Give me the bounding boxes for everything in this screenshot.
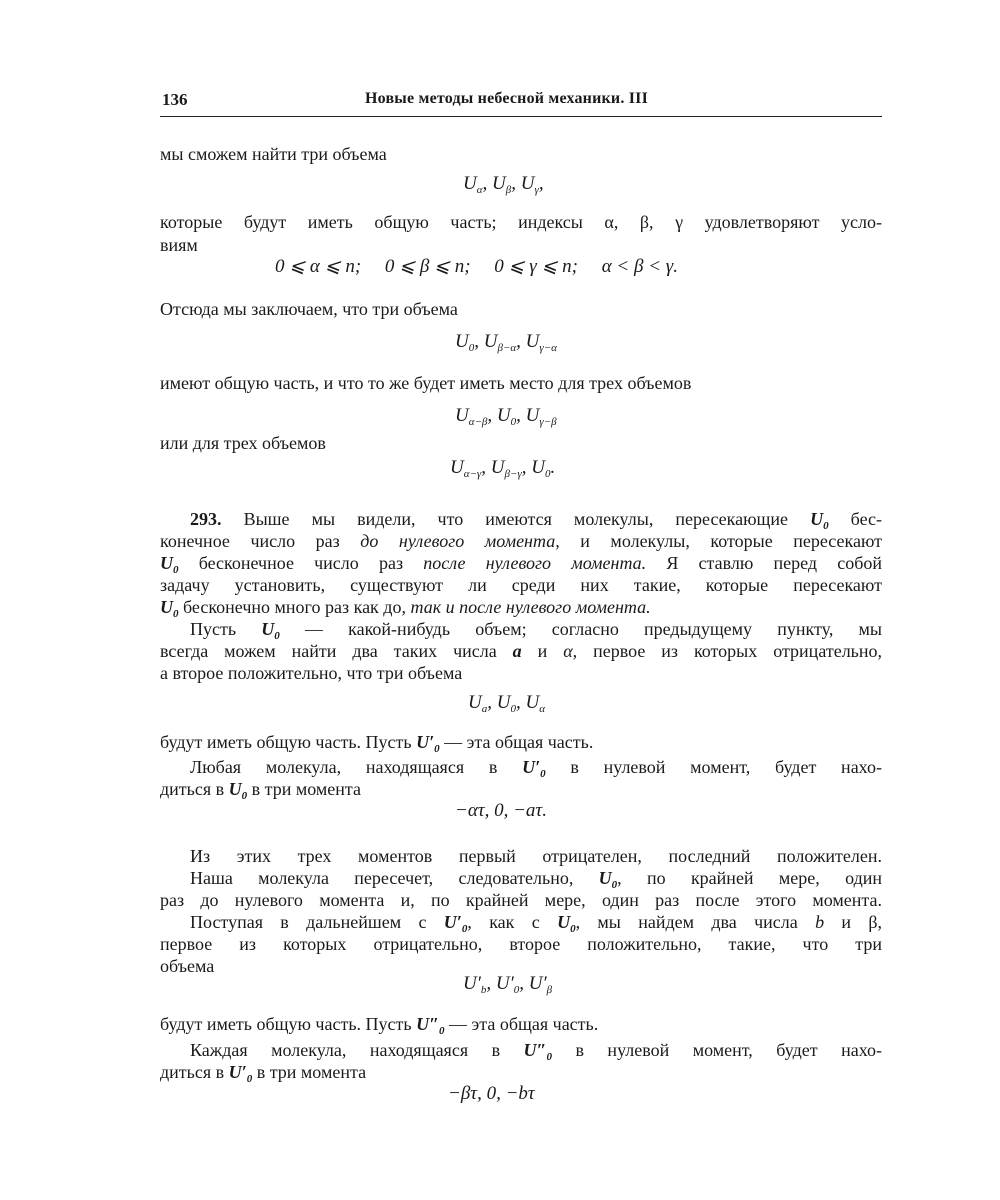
text-line: всегда можем найти два таких числа a и α, первое из которых отрицательно, [160, 641, 883, 661]
text-line: первое из которых отрицательно, второе положительно, такие, что три [160, 934, 882, 954]
text-line: будут иметь общую часть. Пусть $U''_0$ — эта общая часть. [160, 1014, 599, 1037]
formula-u-alpha-beta: $U_{\alpha-\beta}$, $U_0$, $U_{\gamma-\beta}$ [455, 405, 557, 428]
text-line: мы сможем найти три объема [160, 144, 387, 164]
text-line: раз до нулевого момента и, по крайней мере, один раз после этого момента. [160, 890, 882, 910]
text-line: $U_0$ бесконечное число раз после нулевого момента. Я ставлю перед собой [160, 553, 882, 576]
formula-u-alpha-gamma: $U_{\alpha-\gamma}$, $U_{\beta-\gamma}$, $U_0$. [450, 457, 556, 480]
text-line: Пусть $U_0$ — какой-нибудь объем; согласно предыдущему пункту, мы [190, 619, 883, 642]
text-line: задачу установить, существуют ли среди них такие, которые пересекают [160, 575, 882, 595]
text-line: виям [160, 235, 198, 255]
text-line: Любая молекула, находящаяся в $U'_0$ в нулевой момент, будет нахо- [190, 757, 882, 780]
text-line: Поступая в дальнейшем с $U'_0$, как с $U_0$, мы найдем два числа b и β, [190, 912, 883, 935]
text-line: $U_0$ бесконечно много раз как до, так и после нулевого момента. [160, 597, 651, 620]
formula-moments-1: −ατ, 0, −aτ. [455, 800, 547, 821]
formula-u-a-0-alpha: $U_a$, $U_0$, $U_\alpha$ [468, 692, 545, 715]
text-line: имеют общую часть, и что то же будет иметь место для трех объемов [160, 373, 692, 393]
running-title: Новые методы небесной механики. III [365, 90, 649, 107]
text-line: Из этих трех моментов первый отрицателен, последний положителен. [190, 846, 882, 866]
text-line: будут иметь общую часть. Пусть $U'_0$ — эта общая часть. [160, 732, 594, 755]
text-line: диться в $U'_0$ в три момента [160, 1062, 367, 1085]
text-line: Наша молекула пересечет, следовательно, $U_0$, по крайней мере, один [190, 868, 882, 891]
section-293-line: 293. Выше мы видели, что имеются молекулы, пересекающие $U_0$ бес- [190, 509, 883, 532]
text-line: конечное число раз до нулевого момента, и молекулы, которые пересекают [160, 531, 883, 551]
text-line: которые будут иметь общую часть; индексы α, β, γ удовлетворяют усло- [160, 212, 882, 232]
text-line: Отсюда мы заключаем, что три объема [160, 299, 458, 319]
formula-u-prime-b-0-beta: $U'_b$, $U'_0$, $U'_\beta$ [463, 973, 553, 996]
formula-u-alpha-beta-gamma: $U_\alpha$, $U_\beta$, $U_\gamma$, [463, 173, 544, 196]
formula-u0-beta-alpha: $U_0$, $U_{\beta-\alpha}$, $U_{\gamma-\alpha}$ [455, 331, 557, 354]
text-line: или для трех объемов [160, 433, 326, 453]
formula-index-conditions: 0 ⩽ α ⩽ n; 0 ⩽ β ⩽ n; 0 ⩽ γ ⩽ n; α < β < γ. [275, 256, 679, 277]
section-number: 293. [190, 509, 222, 529]
text-line: а второе положительно, что три объема [160, 663, 463, 683]
formula-moments-2: −βτ, 0, −bτ [448, 1083, 535, 1104]
page-number: 136 [162, 90, 188, 109]
text-line: Каждая молекула, находящаяся в $U''_0$ в нулевой момент, будет нахо- [190, 1040, 883, 1063]
text-line: объема [160, 956, 215, 976]
page-header [160, 90, 882, 117]
text-line: диться в $U_0$ в три момента [160, 779, 361, 802]
